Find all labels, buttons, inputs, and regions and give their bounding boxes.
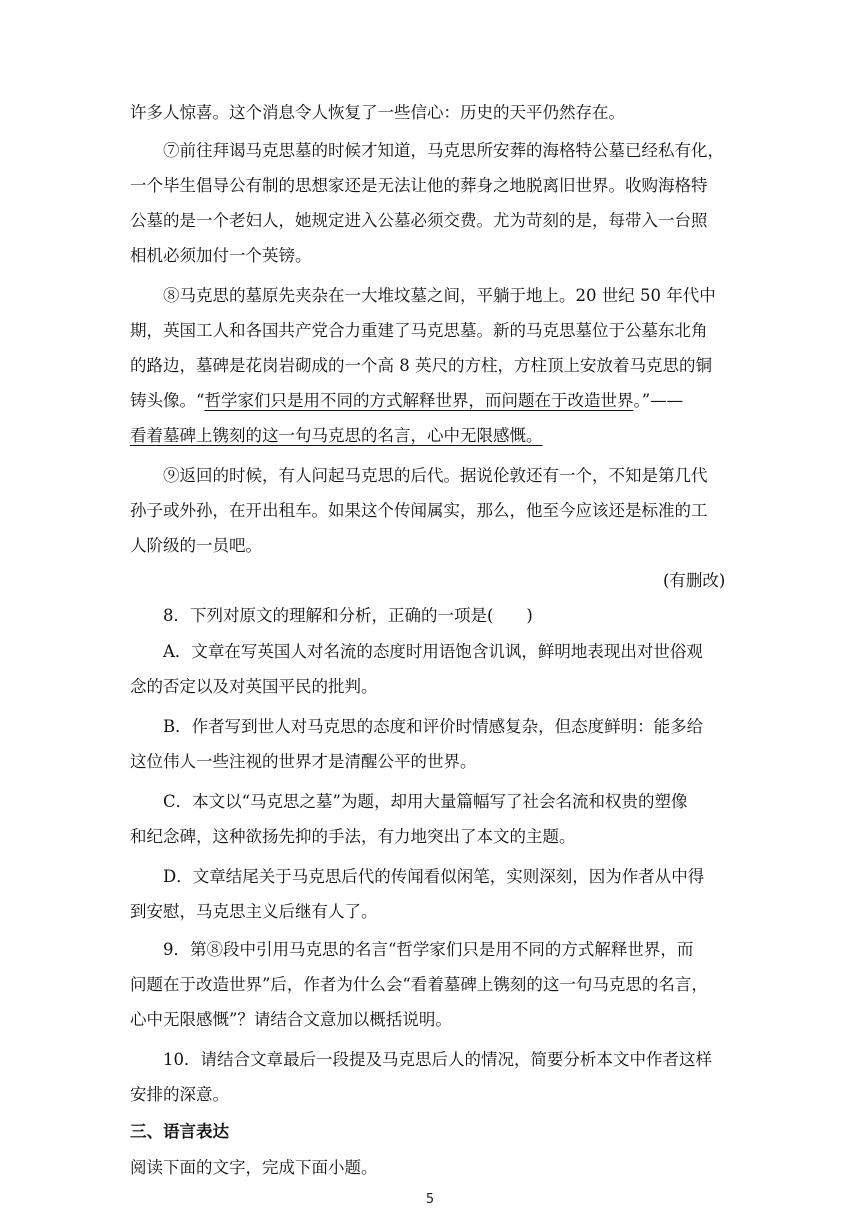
option-d-line-1: D．文章结尾关于马克思后代的传闻看似闲笔，实则深刻，因为作者从中得 [163,867,705,886]
question-9-line-1: 9．第⑧段中引用马克思的名言“哲学家们只是用不同的方式解释世界，而 [163,940,694,959]
paragraph-7-line-4: 相机必须加付一个英镑。 [130,246,312,265]
paragraph-9-line-2: 孙子或外孙，在开出租车。如果这个传闻属实，那么，他至今应该还是标准的工 [130,501,708,520]
option-a-line-2: 念的否定以及对英国平民的批判。 [130,677,378,696]
paragraph-7-line-1: ⑦前往拜谒马克思墓的时候才知道，马克思所安葬的海格特公墓已经私有化， [163,141,724,160]
option-b-line-1: B．作者写到世人对马克思的态度和评价时情感复杂，但态度鲜明：能多给 [163,717,704,736]
question-10-line-1: 10．请结合文章最后一段提及马克思后人的情况，简要分析本文中作者这样 [163,1050,712,1069]
edit-note: (有删改) [663,571,726,590]
section-3-instruction: 阅读下面的文字，完成下面小题。 [130,1158,378,1177]
question-9-line-2: 问题在于改造世界”后，作者为什么会“看着墓碑上镌刻的这一句马克思的名言， [130,975,708,994]
underlined-quote: 哲学家们只是用不同的方式解释世界，而问题在于改造世界 [204,391,634,410]
paragraph-9-line-1: ⑨返回的时候，有人问起马克思的后代。据说伦敦还有一个，不知是第几代 [163,466,708,485]
paragraph-7-line-3: 公墓的是一个老妇人，她规定进入公墓必须交费。尤为苛刻的是，每带入一台照 [130,211,708,230]
paragraph-8-line-2: 期，英国工人和各国共产党合力重建了马克思墓。新的马克思墓位于公墓东北角 [130,321,708,340]
option-c-line-1: C．本文以“马克思之墓”为题，却用大量篇幅写了社会名流和权贵的塑像 [163,792,688,811]
paragraph-8-line-1: ⑧马克思的墓原先夹杂在一大堆坟墓之间，平躺于地上。20 世纪 50 年代中 [163,286,716,305]
option-a-line-1: A．文章在写英国人对名流的态度时用语饱含讥讽，鲜明地表现出对世俗观 [163,642,703,661]
quote-lead-text: 铸头像。“ [130,391,205,410]
paragraph-continuation-line: 许多人惊喜。这个消息令人恢复了一些信心：历史的天平仍然存在。 [130,103,625,122]
paragraph-8-line-4 [130,389,683,413]
quote-trail-text: 。”—— [633,391,684,410]
paragraph-7-line-2: 一个毕生倡导公有制的思想家还是无法让他的葬身之地脱离旧世界。收购海格特 [130,176,708,195]
underlined-sentence: 看着墓碑上镌刻的这一句马克思的名言，心中无限感慨。 [130,426,543,445]
section-3-heading: 三、语言表达 [130,1122,229,1141]
option-b-line-2: 这位伟人一些注视的世界才是清醒公平的世界。 [130,752,477,771]
page-number: 5 [425,1192,435,1207]
question-9-line-3: 心中无限感慨”？请结合文意加以概括说明。 [130,1010,452,1029]
question-8-stem: 8．下列对原文的理解和分析，正确的一项是( ) [163,606,533,625]
question-10-line-2: 安排的深意。 [130,1085,229,1104]
paragraph-8-line-3: 的路边，墓碑是花岗岩砌成的一个高 8 英尺的方柱，方柱顶上安放着马克思的铜 [130,356,712,375]
paragraph-9-line-3: 人阶级的一员吧。 [130,536,262,555]
option-c-line-2: 和纪念碑，这种欲扬先抑的手法，有力地突出了本文的主题。 [130,827,576,846]
option-d-line-2: 到安慰，马克思主义后继有人了。 [130,902,378,921]
